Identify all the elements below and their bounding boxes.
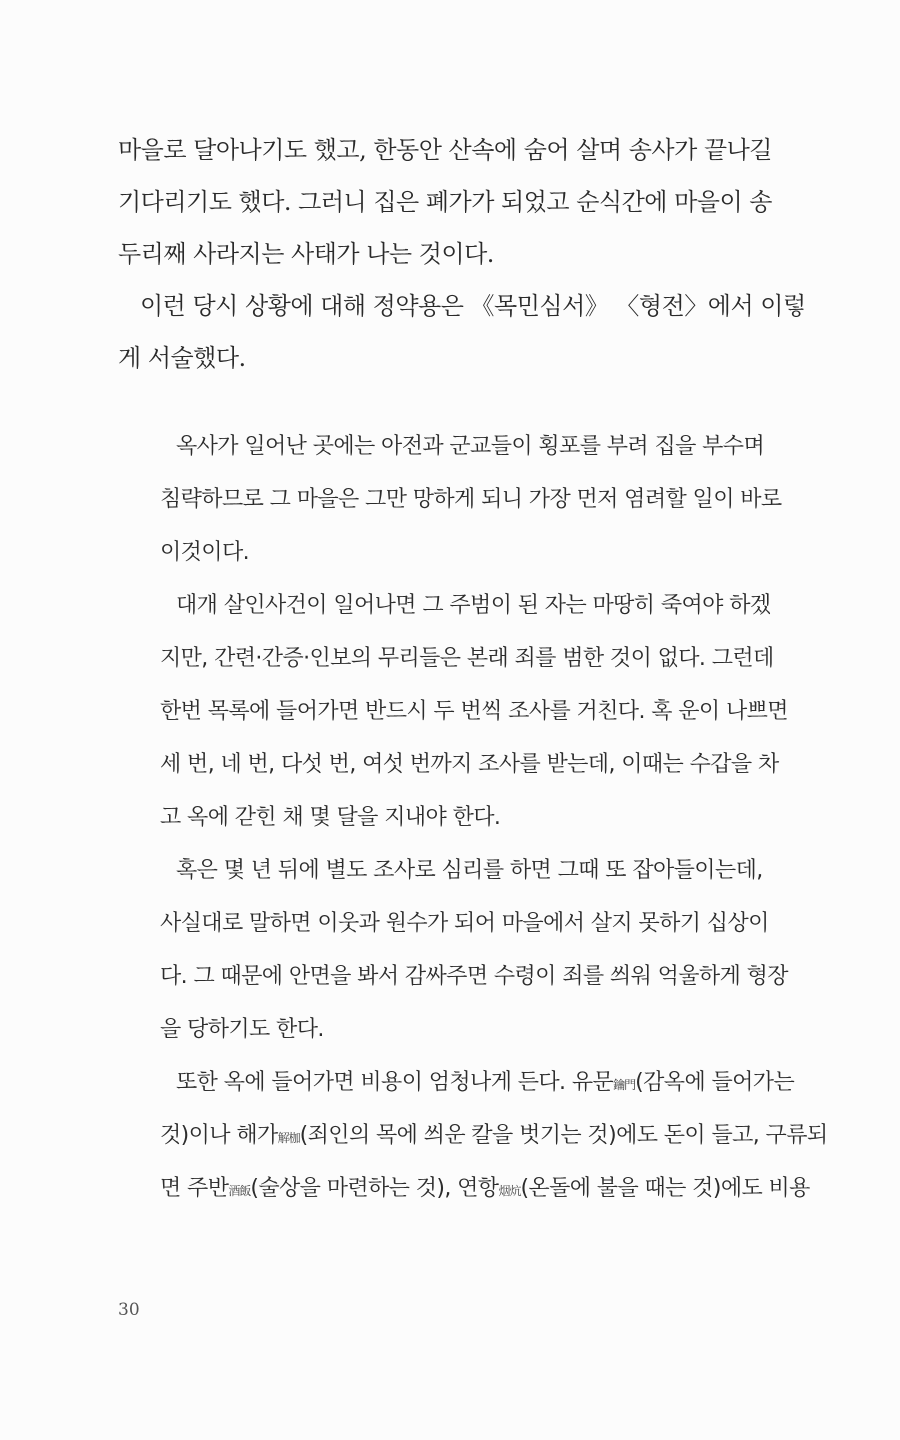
quote-line (160, 1109, 828, 1162)
block-quote (160, 420, 828, 1215)
hanja-annotation: 鑰門 (613, 1078, 636, 1092)
quote-text: (술상을 마련하는 것), 연항 (250, 1176, 499, 1201)
hanja-annotation: 酒飯 (228, 1184, 251, 1198)
text-line: 기다리기도 했다. 그러니 집은 폐가가 되었고 순식간에 마을이 송 (118, 188, 772, 216)
quote-line: 사실대로 말하면 이웃과 원수가 되어 마을에서 살지 못하기 십상이 (160, 911, 769, 936)
hanja-annotation: 烟炕 (498, 1184, 521, 1198)
quote-line: 침략하므로 그 마을은 그만 망하게 되니 가장 먼저 염려할 일이 바로 (160, 487, 782, 512)
quote-line: 이것이다. (160, 540, 250, 565)
quote-line: 다. 그 때문에 안면을 봐서 감싸주면 수령이 죄를 씌워 억울하게 형장 (160, 964, 788, 989)
text-line: 게 서술했다. (118, 344, 246, 372)
quote-line: 을 당하기도 한다. (160, 1017, 324, 1042)
quote-line (160, 1162, 810, 1215)
quote-text: 또한 옥에 들어가면 비용이 엄청나게 든다. 유문 (176, 1070, 614, 1095)
quote-line (160, 1056, 795, 1109)
text-line: 두리째 사라지는 사태가 나는 것이다. (118, 240, 494, 268)
body-text (118, 124, 806, 384)
quote-line: 대개 살인사건이 일어나면 그 주범이 된 자는 마땅히 죽여야 하겠 (176, 593, 771, 618)
quote-text: (감옥에 들어가는 (635, 1070, 795, 1095)
quote-text: (온돌에 불을 때는 것)에도 비용 (520, 1176, 810, 1201)
quote-line: 혹은 몇 년 뒤에 별도 조사로 심리를 하면 그때 또 잡아들이는데, (176, 858, 763, 883)
quote-text: 것)이나 해가 (160, 1123, 278, 1148)
quote-line: 지만, 간련·간증·인보의 무리들은 본래 죄를 범한 것이 없다. 그런데 (160, 646, 774, 671)
quote-text: (죄인의 목에 씌운 칼을 벗기는 것)에도 돈이 들고, 구류되 (299, 1123, 828, 1148)
quote-line: 세 번, 네 번, 다섯 번, 여섯 번까지 조사를 받는데, 이때는 수갑을 차 (160, 752, 779, 777)
quote-text: 면 주반 (160, 1176, 229, 1201)
page-number: 30 (118, 1300, 140, 1320)
quote-line: 고 옥에 갇힌 채 몇 달을 지내야 한다. (160, 805, 501, 830)
quote-line: 한번 목록에 들어가면 반드시 두 번씩 조사를 거친다. 혹 운이 나쁘면 (160, 699, 788, 724)
hanja-annotation: 解枷 (277, 1131, 300, 1145)
text-line: 이런 당시 상황에 대해 정약용은 《목민심서》 〈형전〉에서 이렇 (140, 292, 806, 320)
quote-line: 옥사가 일어난 곳에는 아전과 군교들이 횡포를 부려 집을 부수며 (176, 434, 765, 459)
text-line: 마을로 달아나기도 했고, 한동안 산속에 숨어 살며 송사가 끝나길 (118, 136, 772, 164)
